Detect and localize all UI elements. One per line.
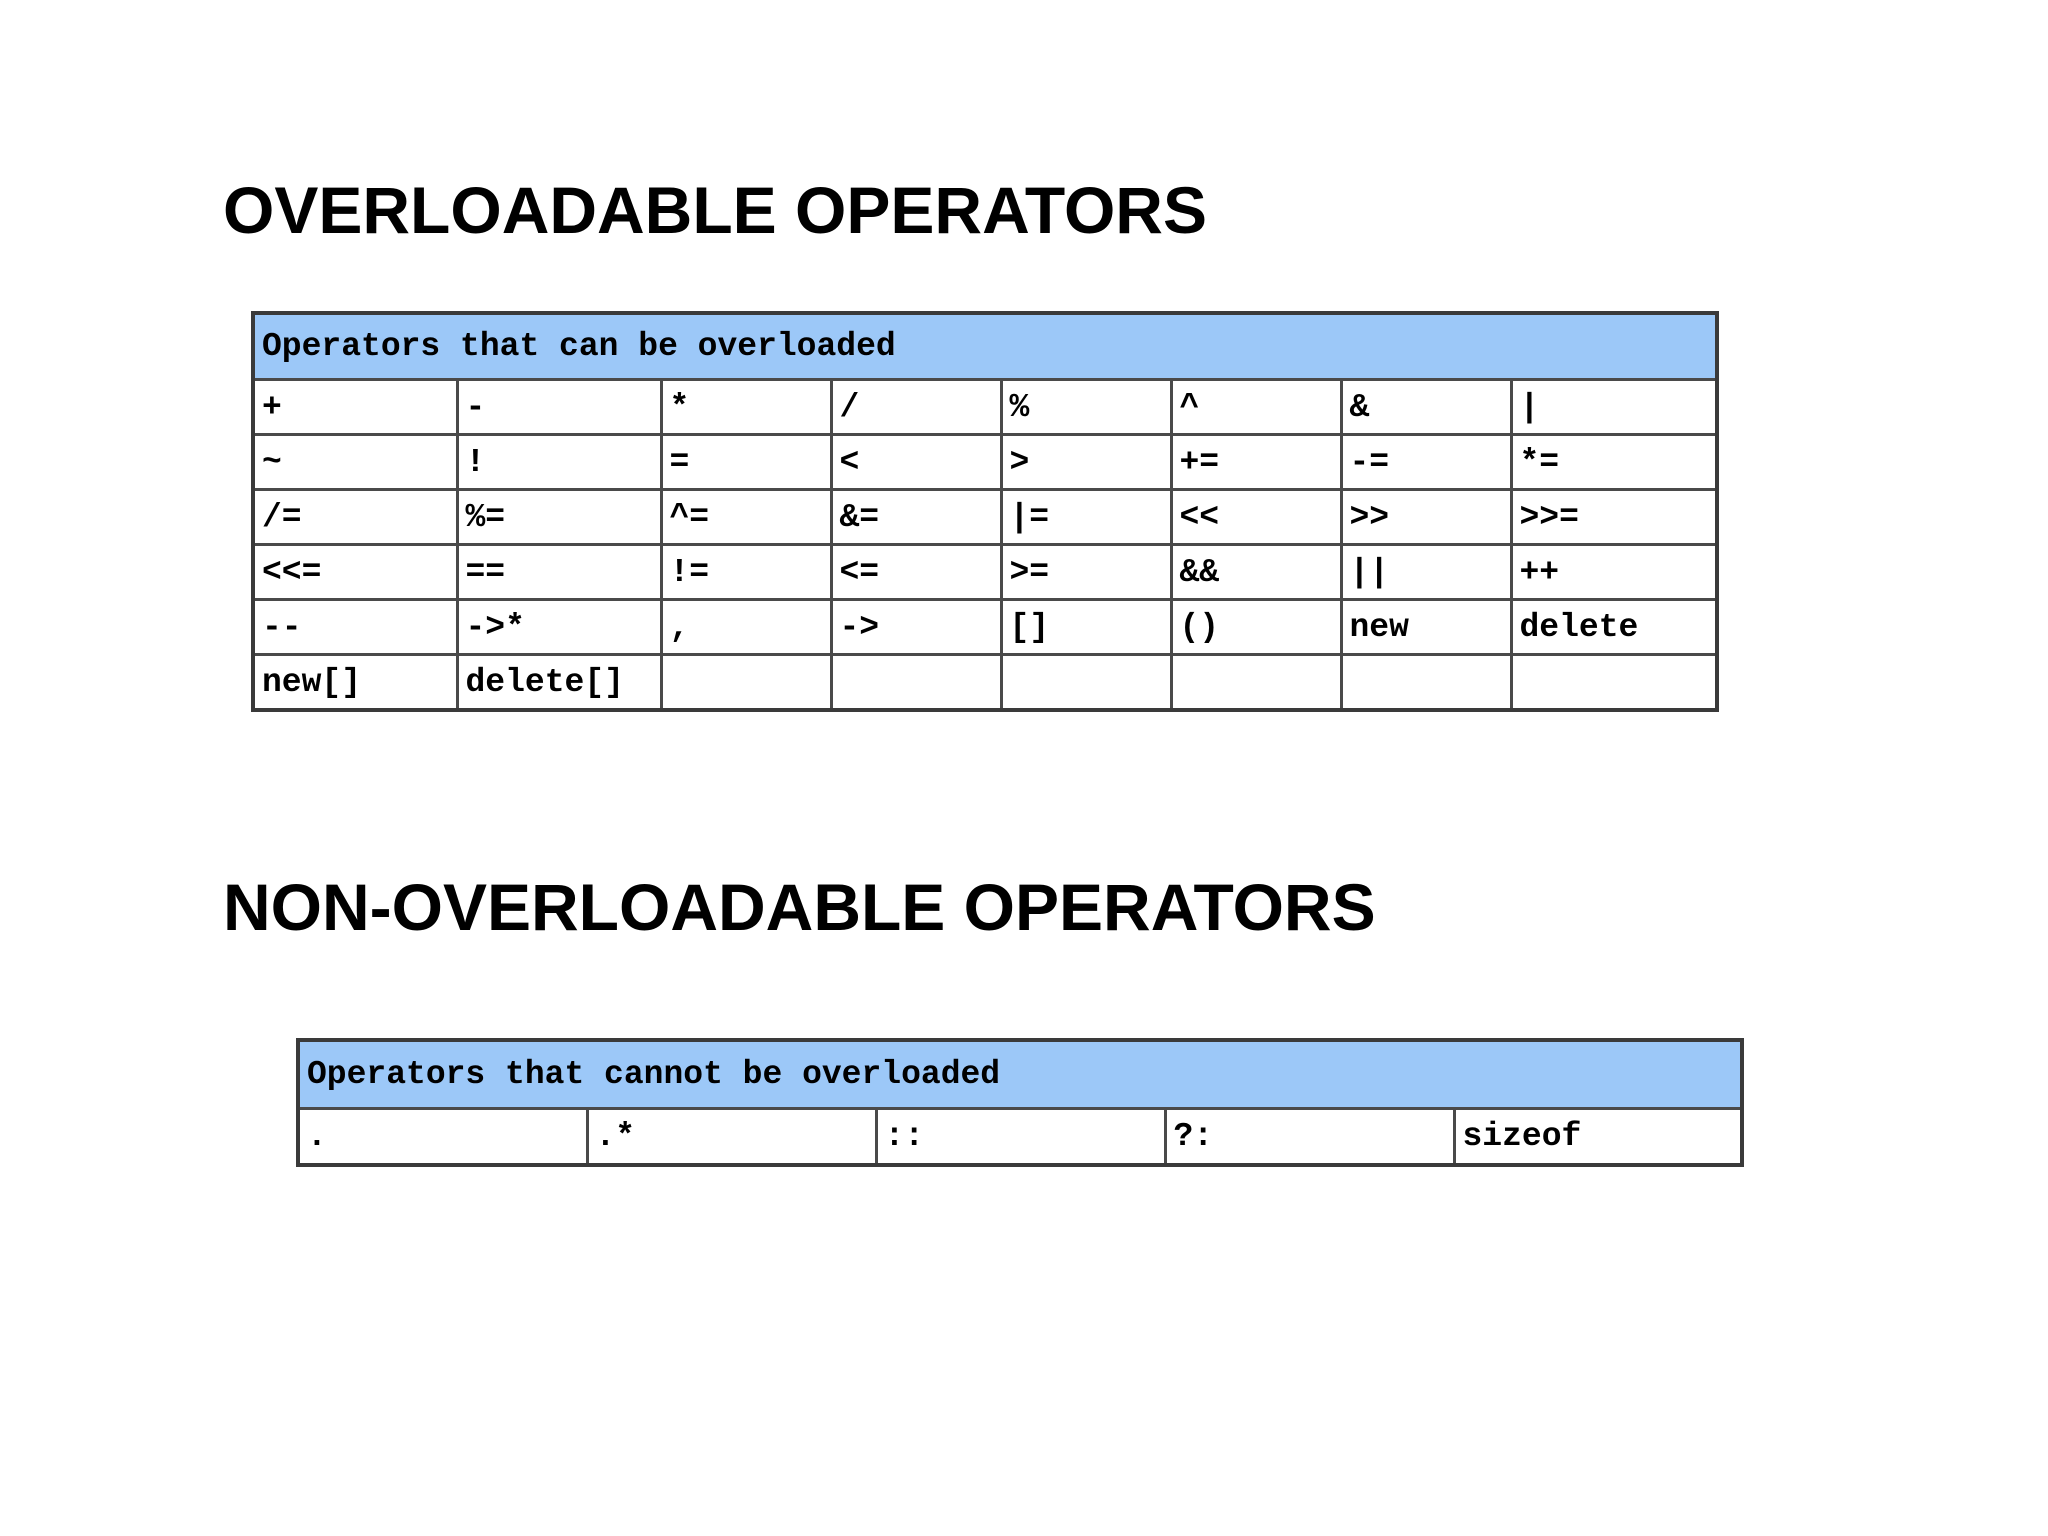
operator-cell: [] (1001, 600, 1171, 655)
operator-cell: |= (1001, 490, 1171, 545)
table-body (298, 1109, 1742, 1166)
table-row (253, 490, 1717, 545)
operator-cell: == (457, 545, 661, 600)
operator-cell: >= (1001, 545, 1171, 600)
table-header-cell: Operators that cannot be overloaded (298, 1040, 1742, 1109)
table-header-row (298, 1040, 1742, 1109)
operator-cell: delete (1511, 600, 1717, 655)
operator-cell: -> (831, 600, 1001, 655)
non-overloadable-operators-table (296, 1038, 1744, 1167)
operator-cell: ?: (1165, 1109, 1454, 1166)
operator-cell: - (457, 380, 661, 435)
operator-cell: , (661, 600, 831, 655)
overloadable-operators-heading: OVERLOADABLE OPERATORS (223, 173, 1207, 247)
operator-cell: > (1001, 435, 1171, 490)
table-header-cell: Operators that can be overloaded (253, 313, 1717, 380)
operator-cell: new (1341, 600, 1511, 655)
operator-cell: /= (253, 490, 457, 545)
operator-cell: = (661, 435, 831, 490)
table-row (253, 545, 1717, 600)
operator-cell: ++ (1511, 545, 1717, 600)
operator-cell (1511, 655, 1717, 711)
operator-cell: || (1341, 545, 1511, 600)
table-header-row (253, 313, 1717, 380)
operator-cell: / (831, 380, 1001, 435)
operator-cell: << (1171, 490, 1341, 545)
table-row (253, 655, 1717, 711)
table-body (253, 380, 1717, 711)
table-row (298, 1109, 1742, 1166)
operator-cell: <= (831, 545, 1001, 600)
operator-cell: () (1171, 600, 1341, 655)
table-row (253, 435, 1717, 490)
operator-cell: <<= (253, 545, 457, 600)
operator-cell (1001, 655, 1171, 711)
operator-cell (1341, 655, 1511, 711)
operator-cell: += (1171, 435, 1341, 490)
operator-cell: sizeof (1454, 1109, 1742, 1166)
operator-cell: &= (831, 490, 1001, 545)
operator-cell: . (298, 1109, 587, 1166)
operator-cell: >> (1341, 490, 1511, 545)
operator-cell (661, 655, 831, 711)
table-row (253, 380, 1717, 435)
operator-cell: % (1001, 380, 1171, 435)
operator-cell (831, 655, 1001, 711)
operator-cell: ^ (1171, 380, 1341, 435)
operator-cell: *= (1511, 435, 1717, 490)
operator-cell: * (661, 380, 831, 435)
operator-cell: new[] (253, 655, 457, 711)
operator-cell: delete[] (457, 655, 661, 711)
operator-cell: -= (1341, 435, 1511, 490)
operator-cell: != (661, 545, 831, 600)
operator-cell: ^= (661, 490, 831, 545)
operator-cell: >>= (1511, 490, 1717, 545)
operator-cell: & (1341, 380, 1511, 435)
table-row (253, 600, 1717, 655)
operator-cell: ! (457, 435, 661, 490)
operator-cell: ->* (457, 600, 661, 655)
operator-cell: .* (587, 1109, 876, 1166)
operator-cell: < (831, 435, 1001, 490)
operator-cell: + (253, 380, 457, 435)
operator-cell: :: (876, 1109, 1165, 1166)
operator-cell: ~ (253, 435, 457, 490)
operator-cell: | (1511, 380, 1717, 435)
operator-cell: -- (253, 600, 457, 655)
operator-cell: %= (457, 490, 661, 545)
overloadable-operators-table (251, 311, 1719, 712)
operator-cell (1171, 655, 1341, 711)
operator-cell: && (1171, 545, 1341, 600)
non-overloadable-operators-heading: NON-OVERLOADABLE OPERATORS (223, 870, 1376, 944)
